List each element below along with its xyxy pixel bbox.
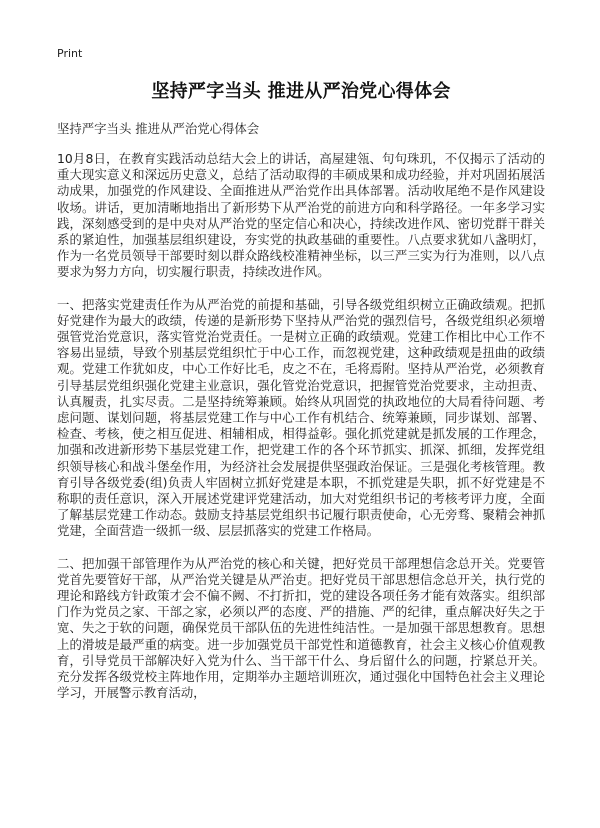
print-link[interactable]: Print (57, 47, 83, 60)
article-subtitle: 坚持严字当头 推进从严治党心得体会 (57, 121, 260, 136)
article-body (57, 151, 545, 718)
paragraph-section-one: 一、把落实党建责任作为从严治党的前提和基础，引导各级党组织树立正确政绩观。把抓好党建作为最大的政绩，传递的是新形势下坚持从严治党的强烈信号，各级党组织必须增强管党治党意识，落实管党治党责任。一是树立正确的政绩观。党建工作相比中心工作不容易出显绩，导致个别基层党组织忙于中心工作，而忽视党建，这种政绩观是扭曲的政绩观。党建工作犹如皮，中心工作好比毛，皮之不在，毛将焉附。坚持从严治党，必须教育引导基层党组织强化党建主业意识，强化管党治党意识，把握管党治党要求，主动担责、认真履责，扎实尽责。二是坚持统筹兼顾。始终从巩固党的执政地位的大局看待问题、考虑问题、谋划问题，将基层党建工作与中心工作有机结合、统筹兼顾，同步谋划、部署、检查、考核，使之相互促进、相辅相成，相得益彰。强化抓党建就是抓发展的工作理念，加强和改进新形势下基层党建工作，把党建工作的各个环节抓实、抓深、抓细，发挥党组织领导核心和战斗堡垒作用，为经济社会发展提供坚强政治保证。三是强化考核管理。教育引导各级党委(组)负责人牢固树立抓好党建是本职，不抓党建是失职，抓不好党建是不称职的责任意识，深入开展述党建评党建活动，加大对党组织书记的考核考评力度，全面了解基层党建工作动态。鼓励支持基层党组织书记履行职责使命，心无旁骛、聚精会神抓党建，全面营造一级抓一级、层层抓落实的党建工作格局。 (57, 296, 545, 539)
paragraph-section-two: 二、把加强干部管理作为从严治党的核心和关键，把好党员干部理想信念总开关。党要管党首先要管好干部，从严治党关键是从严治吏。把好党员干部思想信念总开关，执行党的理论和路线方针政策才会不偏不阙、不打折扣，党的建设各项任务才能有效落实。组织部门作为党员之家、干部之家，必须以严的态度、严的措施、严的纪律，重点解决好失之于宽、失之于软的问题，确保党员干部队伍的先进性纯洁性。一是加强干部思想教育。思想上的滑坡是最严重的病变。进一步加强党员干部党性和道德教育，社会主义核心价值观教育，引导党员干部解决好入党为什么、当干部干什么、身后留什么的问题，拧紧总开关。充分发挥各级党校主阵地作用，定期举办主题培训班次，通过强化中国特色社会主义理论学习，开展警示教育活动， (57, 555, 545, 701)
article-title: 坚持严字当头 推进从严治党心得体会 (151, 81, 451, 102)
paragraph-intro: 10月8日，在教育实践活动总结大会上的讲话，高屋建瓴、句句珠玑，不仅揭示了活动的重大现实意义和深远历史意义，总结了活动取得的丰硕成果和成功经验，并对巩固拓展活动成果，加强党的作风建设、全面推进从严治党作出具体部署。活动收尾绝不是作风建设收场。讲话，更加清晰地指出了新形势下从严治党的前进方向和科学路径。一年多学习实践，深刻感受到的是中央对从严治党的坚定信心和决心，持续改进作风、密切党群干群关系的紧迫性，加强基层组织建设，夯实党的执政基础的重要性。八点要求犹如八盏明灯，作为一名党员领导干部要时刻以群众路线校准精神坐标，以三严三实为行为准则，以八点要求为努力方向，切实履行职责，持续改进作风。 (57, 151, 545, 280)
